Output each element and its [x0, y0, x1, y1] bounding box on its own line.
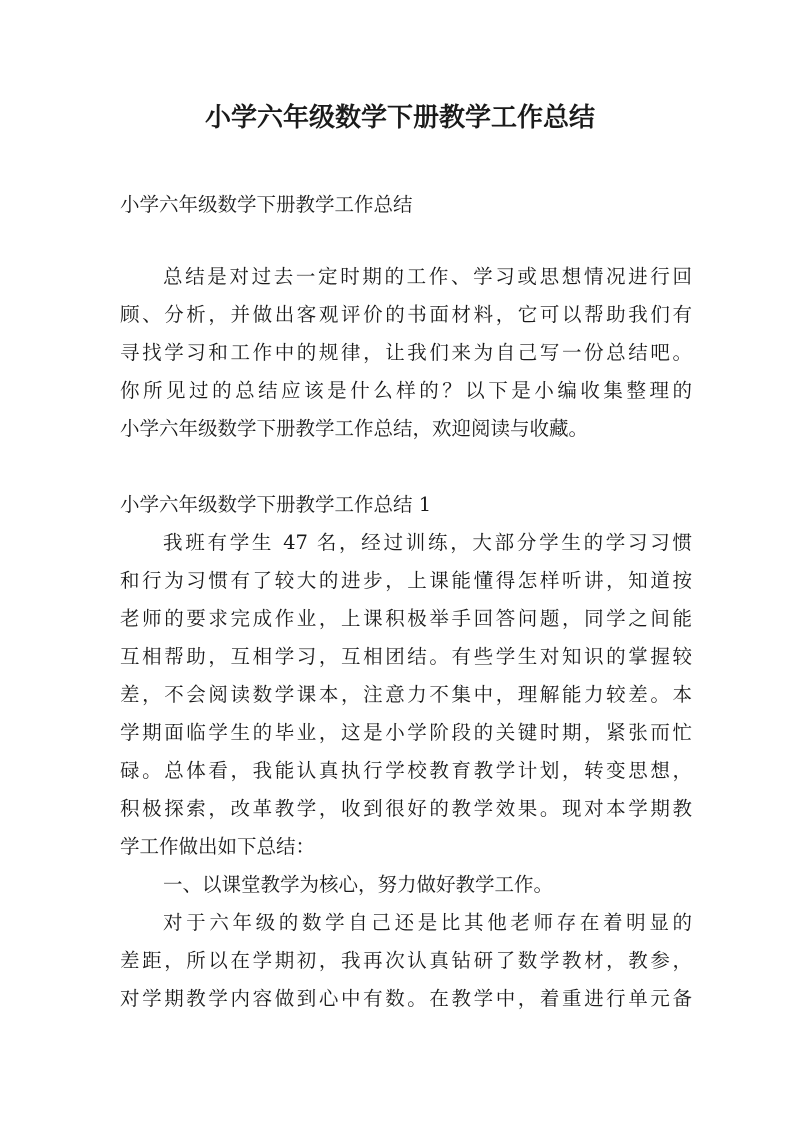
intro-line: 寻找学习和工作中的规律，让我们来为自己写一份总结吧。 [120, 341, 692, 364]
point-line: 对于六年级的数学自己还是比其他老师存在着明显的 [163, 911, 692, 934]
document-title: 小学六年级数学下册教学工作总结 [204, 103, 595, 133]
point-line: 差距，所以在学期初，我再次认真钻研了数学教材，教参， [120, 949, 692, 972]
intro-line: 总结是对过去一定时期的工作、学习或思想情况进行回 [163, 265, 692, 288]
intro-line: 你所见过的总结应该是什么样的？以下是小编收集整理的 [120, 379, 692, 402]
body-line: 积极探索，改革教学，收到很好的教学效果。现对本学期教 [120, 797, 692, 820]
body-line: 我班有学生 47 名，经过训练，大部分学生的学习习惯 [163, 531, 692, 554]
body-line: 学期面临学生的毕业，这是小学阶段的关键时期，紧张而忙 [120, 721, 692, 744]
body-line: 碌。总体看，我能认真执行学校教育教学计划，转变思想， [120, 759, 692, 782]
body-line: 和行为习惯有了较大的进步，上课能懂得怎样听讲，知道按 [120, 569, 692, 592]
section-heading: 小学六年级数学下册教学工作总结 1 [120, 493, 432, 516]
intro-line: 顾、分析，并做出客观评价的书面材料，它可以帮助我们有 [120, 303, 692, 326]
document-subtitle: 小学六年级数学下册教学工作总结 [120, 193, 413, 216]
body-line: 学工作做出如下总结： [120, 835, 316, 858]
body-line: 互相帮助，互相学习，互相团结。有些学生对知识的掌握较 [120, 645, 692, 668]
point-line: 对学期教学内容做到心中有数。在教学中，着重进行单元备 [120, 987, 692, 1010]
body-line: 老师的要求完成作业，上课积极举手回答问题，同学之间能 [120, 607, 692, 630]
body-line: 差，不会阅读数学课本，注意力不集中，理解能力较差。本 [120, 683, 692, 706]
intro-line: 小学六年级数学下册教学工作总结，欢迎阅读与收藏。 [120, 417, 589, 440]
point-heading: 一、以课堂教学为核心，努力做好教学工作。 [163, 873, 554, 896]
